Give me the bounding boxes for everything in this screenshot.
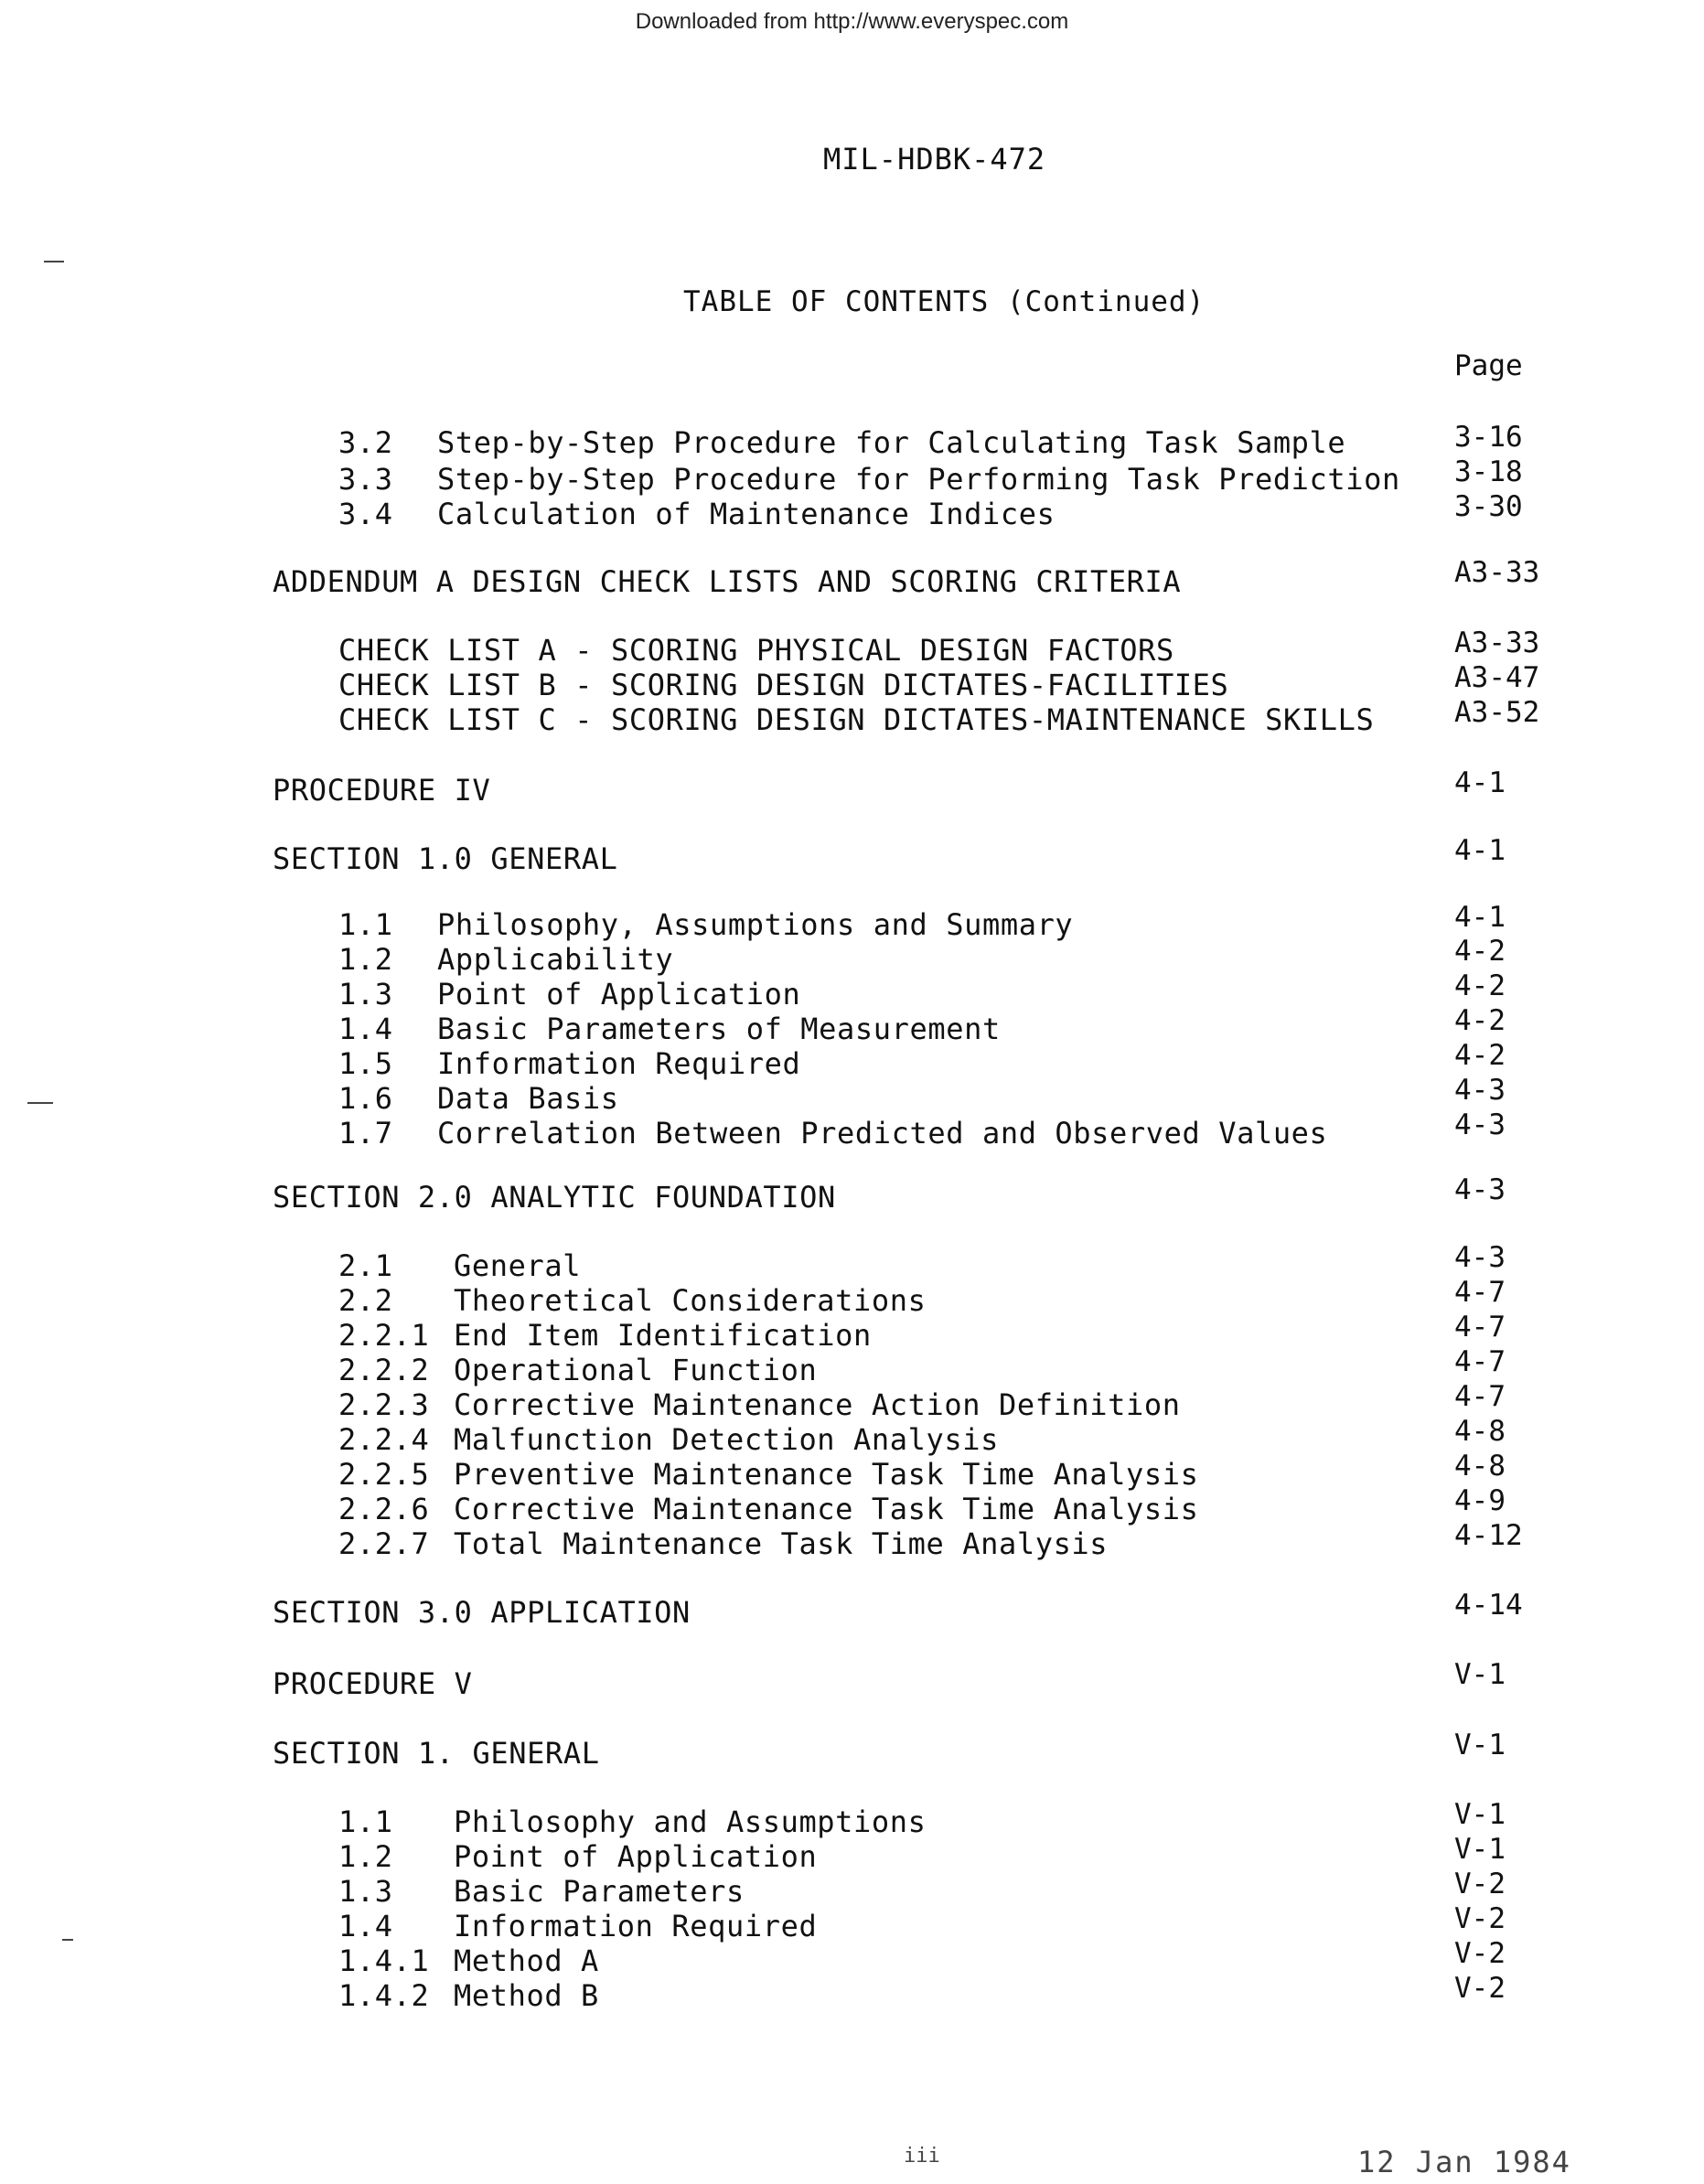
toc-entry-number: 2.2	[338, 1283, 393, 1318]
toc-entry-page: 4-14	[1454, 1589, 1523, 1622]
toc-entry-number: 2.2.7	[338, 1526, 430, 1561]
margin-mark	[62, 1939, 73, 1941]
toc-entry-title: Operational Function	[454, 1353, 818, 1387]
toc-entry-page: A3-47	[1454, 661, 1540, 694]
toc-entry-page: V-1	[1454, 1833, 1506, 1866]
toc-entry-page: V-1	[1454, 1798, 1506, 1831]
toc-entry-number: 1.3	[338, 977, 393, 1012]
toc-entry-page: 4-9	[1454, 1484, 1506, 1517]
toc-entry-title: Step-by-Step Procedure for Performing Task Prediction	[437, 462, 1400, 497]
toc-entry-title: General	[454, 1248, 582, 1283]
toc-entry-page: 4-2	[1454, 935, 1506, 968]
toc-entry-number: 2.2.6	[338, 1492, 430, 1526]
toc-entry-page: 4-1	[1454, 766, 1506, 799]
toc-entry-number: 2.2.2	[338, 1353, 430, 1387]
toc-entry-number: 1.7	[338, 1116, 393, 1151]
toc-entry-title: Philosophy and Assumptions	[454, 1804, 927, 1839]
toc-entry-page: 4-2	[1454, 1039, 1506, 1072]
toc-entry-number: 1.1	[338, 907, 393, 942]
toc-entry-number: 3.3	[338, 462, 393, 497]
toc-entry-page: A3-33	[1454, 556, 1540, 589]
toc-entry-page: 4-3	[1454, 1173, 1506, 1206]
toc-entry-page: 4-2	[1454, 969, 1506, 1002]
toc-entry-page: 3-16	[1454, 421, 1523, 454]
toc-entry-title: CHECK LIST C - SCORING DESIGN DICTATES-MAINTENANCE SKILLS	[338, 702, 1375, 737]
toc-entry-number: 1.2	[338, 942, 393, 977]
toc-entry-page: V-2	[1454, 1972, 1506, 2005]
toc-entry-page: 4-12	[1454, 1519, 1523, 1552]
toc-entry-title: Calculation of Maintenance Indices	[437, 497, 1056, 531]
toc-entry-title: SECTION 1.0 GENERAL	[273, 841, 618, 876]
toc-entry-page: 4-2	[1454, 1004, 1506, 1037]
toc-entry-title: ADDENDUM A DESIGN CHECK LISTS AND SCORING CRITERIA	[273, 564, 1182, 599]
toc-entry-number: 1.4.1	[338, 1943, 430, 1978]
toc-entry-page: V-2	[1454, 1902, 1506, 1935]
toc-entry-number: 1.4	[338, 1909, 393, 1943]
toc-entry-title: End Item Identification	[454, 1318, 872, 1353]
toc-entry-page: 3-18	[1454, 455, 1523, 488]
toc-entry-title: Corrective Maintenance Action Definition	[454, 1387, 1181, 1422]
toc-entry-number: 1.2	[338, 1839, 393, 1874]
toc-entry-number: 1.6	[338, 1081, 393, 1116]
toc-entry-page: 4-1	[1454, 901, 1506, 934]
toc-entry-page: 4-3	[1454, 1241, 1506, 1274]
toc-entry-title: PROCEDURE IV	[273, 773, 491, 808]
toc-entry-page: V-2	[1454, 1868, 1506, 1900]
toc-entry-title: Point of Application	[437, 977, 801, 1012]
toc-entry-page: 4-8	[1454, 1450, 1506, 1483]
toc-entry-number: 1.3	[338, 1874, 393, 1909]
toc-entry-title: Information Required	[437, 1046, 801, 1081]
toc-entry-number: 1.5	[338, 1046, 393, 1081]
toc-entry-number: 1.4	[338, 1012, 393, 1046]
toc-entry-page: 4-3	[1454, 1074, 1506, 1107]
toc-entry-number: 1.1	[338, 1804, 393, 1839]
toc-entry-page: 4-7	[1454, 1345, 1506, 1378]
toc-entry-page: 4-8	[1454, 1415, 1506, 1448]
toc-entry-number: 2.1	[338, 1248, 393, 1283]
toc-entry-page: A3-33	[1454, 626, 1540, 659]
toc-entry-number: 3.2	[338, 425, 393, 460]
toc-entry-number: 2.2.3	[338, 1387, 430, 1422]
toc-entry-title: Data Basis	[437, 1081, 619, 1116]
toc-entry-page: 4-3	[1454, 1108, 1506, 1141]
margin-mark	[44, 261, 64, 262]
toc-entry-page: A3-52	[1454, 696, 1540, 729]
toc-entry-title: Philosophy, Assumptions and Summary	[437, 907, 1074, 942]
toc-entry-page: V-1	[1454, 1729, 1506, 1761]
download-note: Downloaded from http://www.everyspec.com	[635, 9, 1069, 34]
toc-title: TABLE OF CONTENTS (Continued)	[683, 285, 1206, 318]
toc-entry-title: Information Required	[454, 1909, 818, 1943]
toc-entry-title: Total Maintenance Task Time Analysis	[454, 1526, 1109, 1561]
toc-entry-title: Applicability	[437, 942, 674, 977]
toc-entry-title: CHECK LIST B - SCORING DESIGN DICTATES-FACILITIES	[338, 668, 1229, 702]
toc-entry-page: 4-1	[1454, 834, 1506, 867]
toc-entry-title: Correlation Between Predicted and Observed Values	[437, 1116, 1328, 1151]
toc-entry-title: Corrective Maintenance Task Time Analysis	[454, 1492, 1199, 1526]
toc-entry-number: 2.2.4	[338, 1422, 430, 1457]
toc-entry-page: 4-7	[1454, 1311, 1506, 1344]
toc-entry-title: Preventive Maintenance Task Time Analysis	[454, 1457, 1199, 1492]
toc-entry-title: SECTION 3.0 APPLICATION	[273, 1595, 691, 1630]
toc-entry-page: V-1	[1454, 1658, 1506, 1691]
toc-entry-page: 3-30	[1454, 490, 1523, 523]
toc-entry-number: 1.4.2	[338, 1978, 430, 2013]
toc-entry-page: 4-7	[1454, 1276, 1506, 1309]
toc-entry-number: 3.4	[338, 497, 393, 531]
margin-mark	[27, 1102, 53, 1104]
toc-entry-title: SECTION 2.0 ANALYTIC FOUNDATION	[273, 1180, 836, 1215]
page-number: iii	[904, 2145, 940, 2168]
toc-entry-title: Point of Application	[454, 1839, 818, 1874]
toc-entry-title: Malfunction Detection Analysis	[454, 1422, 999, 1457]
toc-entry-title: Method A	[454, 1943, 599, 1978]
toc-entry-title: Basic Parameters of Measurement	[437, 1012, 1001, 1046]
toc-entry-title: Basic Parameters	[454, 1874, 745, 1909]
toc-entry-number: 2.2.1	[338, 1318, 430, 1353]
toc-entry-title: Method B	[454, 1978, 599, 2013]
document-id: MIL-HDBK-472	[823, 142, 1046, 177]
toc-entry-page: 4-7	[1454, 1380, 1506, 1413]
toc-entry-title: Theoretical Considerations	[454, 1283, 927, 1318]
footer-date: 12 Jan 1984	[1357, 2145, 1571, 2179]
toc-entry-title: Step-by-Step Procedure for Calculating Task Sample	[437, 425, 1346, 460]
toc-entry-title: SECTION 1. GENERAL	[273, 1736, 600, 1771]
toc-entry-title: PROCEDURE V	[273, 1666, 473, 1701]
toc-entry-number: 2.2.5	[338, 1457, 430, 1492]
toc-entry-title: CHECK LIST A - SCORING PHYSICAL DESIGN FACTORS	[338, 633, 1174, 668]
page-column-header: Page	[1454, 349, 1523, 382]
toc-entry-page: V-2	[1454, 1937, 1506, 1970]
